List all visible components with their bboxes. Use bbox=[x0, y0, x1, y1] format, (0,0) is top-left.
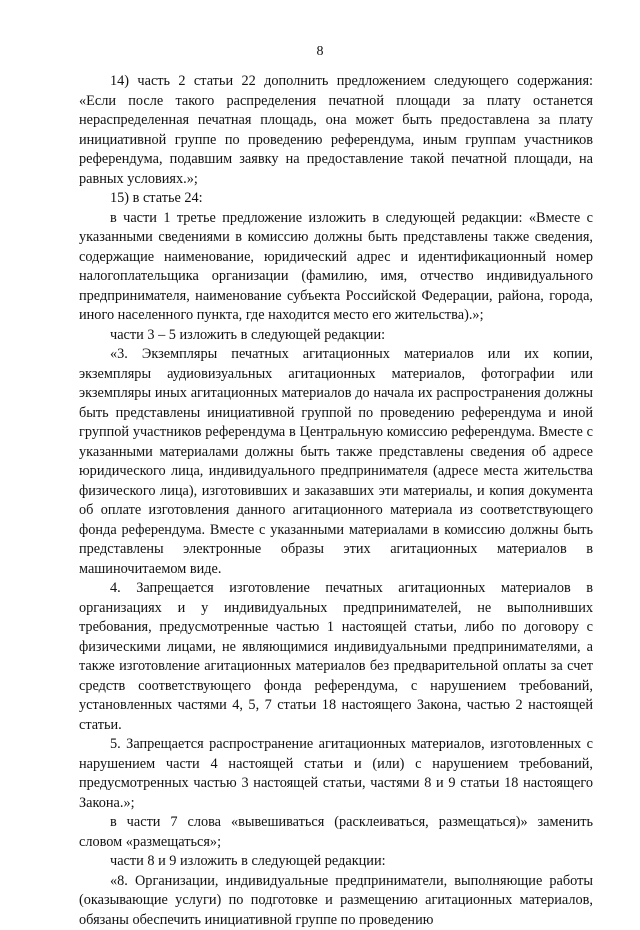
paragraph-parts-3-5-intro: части 3 – 5 изложить в следующей редакции: bbox=[79, 326, 593, 346]
paragraph-part-4: 4. Запрещается изготовление печатных агитационных материалов в организациях и у индивидуальных предпринимателей, не выполнивших требования, предусмотренные частью 1 настоящей статьи, либо по договору с физическими лицами, не являющимися индивидуальными предпринимателями, а также изготовление агитационных материалов без предварительной оплаты за счет средств соответствующего фонда референдума, с нарушением требований, установленных частями 4, 5, 7 статьи 18 настоящего Закона, частью 2 настоящей статьи. bbox=[79, 579, 593, 735]
paragraph-part-7: в части 7 слова «вывешиваться (расклеиваться, размещаться)» заменить словом «размещаться»; bbox=[79, 813, 593, 852]
paragraph-part-1: в части 1 третье предложение изложить в следующей редакции: «Вместе с указанными сведениями в комиссию должны быть представлены также сведения, содержащие наименование, юридический адрес и идентификационный номер налогоплательщика организации (фамилию, имя, отчество индивидуального предпринимателя, наименование субъекта Российской Федерации, района, города, иного населенного пункта, где находится место его жительства).»; bbox=[79, 209, 593, 326]
paragraph-item-14: 14) часть 2 статьи 22 дополнить предложением следующего содержания: «Если после такого распределения печатной площади за плату останется нераспределенная печатная площадь, она может быть предоставлена за плату инициативной группе по проведению референдума, иным группам участников референдума, подавшим заявку на предоставление такой печатной площади, на равных условиях.»; bbox=[79, 72, 593, 189]
paragraph-parts-8-9-intro: части 8 и 9 изложить в следующей редакции: bbox=[79, 852, 593, 872]
page-number: 8 bbox=[0, 44, 640, 60]
paragraph-item-15: 15) в статье 24: bbox=[79, 189, 593, 209]
paragraph-part-8: «8. Организации, индивидуальные предприниматели, выполняющие работы (оказывающие услуги) по подготовке и размещению агитационных материалов, обязаны обеспечить инициативной группе по проведению bbox=[79, 872, 593, 930]
document-body bbox=[79, 72, 593, 930]
paragraph-part-5: 5. Запрещается распространение агитационных материалов, изготовленных с нарушением части 4 настоящей статьи и (или) с нарушением требований, предусмотренных частью 3 настоящей статьи, частями 8 и 9 статьи 18 настоящего Закона.»; bbox=[79, 735, 593, 813]
paragraph-part-3: «3. Экземпляры печатных агитационных материалов или их копии, экземпляры аудиовизуальных агитационных материалов, фотографии или экземпляры иных агитационных материалов до начала их распространения должны быть представлены инициативной группой по проведению референдума и иной группой участников референдума в Центральную комиссию референдума. Вместе с указанными материалами должны быть также представлены сведения об адресе юридического лица, индивидуального предпринимателя (адресе места жительства физического лица), изготовивших и заказавших эти материалы, и копия документа об оплате изготовления данного агитационного материала из соответствующего фонда референдума. Вместе с указанными материалами в комиссию должны быть представлены электронные образы этих агитационных материалов в машиночитаемом виде. bbox=[79, 345, 593, 579]
